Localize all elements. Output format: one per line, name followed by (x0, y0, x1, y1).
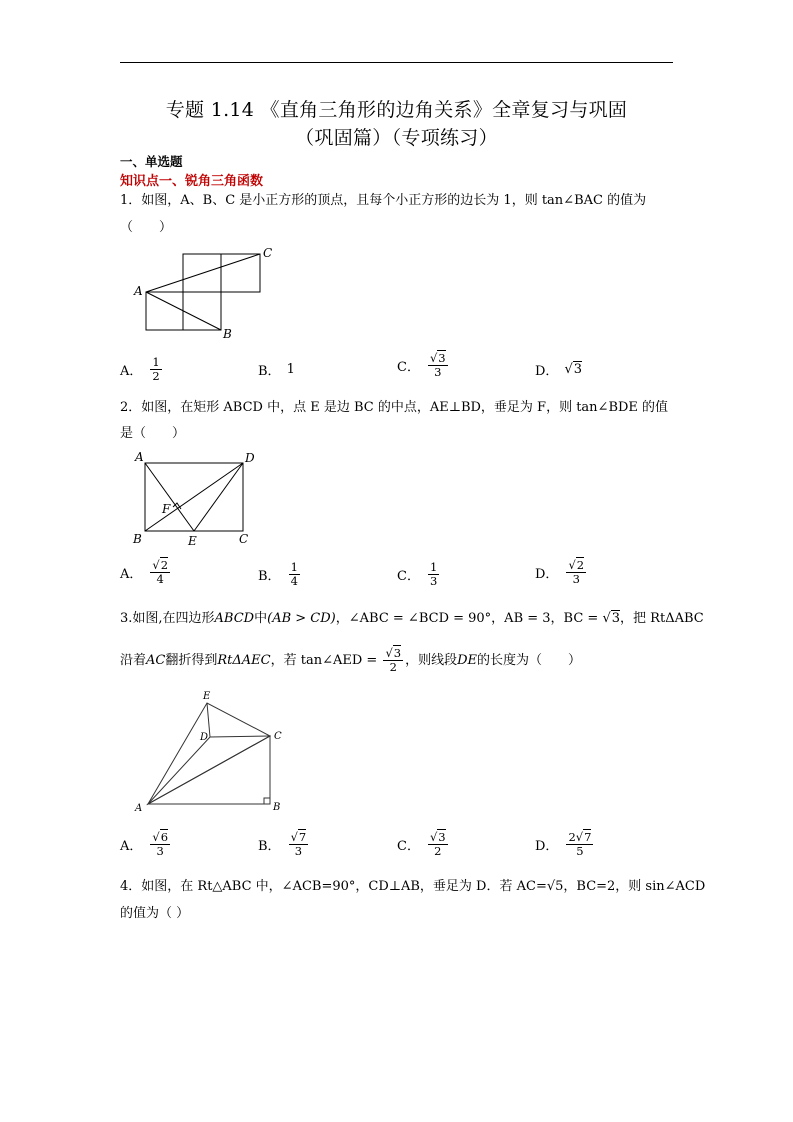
q1-stem-line2: （ ） (120, 220, 173, 235)
q2-label-a: A (135, 450, 144, 464)
q1-grid-square (221, 254, 260, 292)
q2-stem-line2: 是（ ） (120, 426, 186, 441)
q3-label-d: D (200, 732, 209, 743)
q2-label-f: F (162, 502, 171, 516)
q2-segment-bd (145, 463, 243, 531)
q1-option-b[interactable]: B． 1 (258, 362, 295, 379)
q2-label-d: D (245, 451, 255, 465)
knowledge-point-heading: 知识点一、锐角三角函数 (120, 174, 264, 189)
q3-option-c[interactable]: C． $\frac{√3}{2}$ (397, 830, 446, 858)
q2-option-d[interactable]: D． $\frac{√2}{3}$ (535, 558, 585, 586)
header-rule (120, 62, 673, 63)
q4-stem-line1: 4．如图，在 Rt△ABC 中，∠ACB=90°，CD⊥AB，垂足为 D．若 AC=√5，BC=2，则 sin∠ACD (120, 879, 706, 894)
q2-option-c[interactable]: C． $\frac{1}{3}$ (397, 560, 438, 588)
q3-option-d[interactable]: D． $\frac{2√7}{5}$ (535, 830, 592, 858)
q3-option-b[interactable]: B． $\frac{√7}{3}$ (258, 830, 307, 858)
q3-stem-line1: 3.如图,在四边形ABCD中(AB > CD)，∠ABC = ∠BCD = 90°，AB = 3，BC = √3，把 RtΔABC (120, 611, 704, 626)
q3-label-b: B (273, 802, 281, 813)
q2-label-c: C (239, 532, 249, 546)
q2-option-b[interactable]: B． $\frac{1}{4}$ (258, 560, 298, 588)
q3-segment-ac (148, 736, 270, 804)
q2-option-a[interactable]: A． $\frac{√2}{4}$ (120, 558, 169, 586)
q2-label-b: B (133, 532, 142, 546)
q3-label-e: E (203, 691, 211, 702)
q1-stem-line1: 1．如图，A、B、C 是小正方形的顶点，且每个小正方形的边长为 1，则 tan∠BAC 的值为 (120, 193, 647, 208)
q1-label-a: A (134, 284, 143, 298)
section-heading: 一、单选题 (120, 154, 183, 169)
q1-grid-square (183, 292, 221, 330)
q1-grid-square (146, 292, 183, 330)
q2-segment-ae (145, 463, 194, 531)
q1-option-c[interactable]: C． $\frac{√3}{3}$ (397, 351, 446, 379)
q3-right-angle-mark (264, 798, 270, 804)
document-subtitle: （巩固篇）（专项练习） (295, 127, 498, 149)
q1-label-b: B (223, 327, 232, 341)
q1-option-a[interactable]: A． $\frac{1}{2}$ (120, 355, 160, 383)
q3-label-a: A (135, 803, 143, 814)
q1-option-d[interactable]: D． √3 (535, 362, 583, 379)
q3-figure (132, 686, 292, 816)
q3-triangle-aec (148, 703, 270, 804)
q3-option-a[interactable]: A． $\frac{√6}{3}$ (120, 830, 169, 858)
document-title: 专题 1.14 《直角三角形的边角关系》全章复习与巩固 (165, 99, 628, 121)
q1-label-c: C (263, 246, 273, 260)
q1-segment-ac (146, 254, 260, 292)
q1-figure (130, 244, 280, 344)
q2-label-e: E (188, 534, 197, 548)
q2-figure (128, 448, 258, 548)
q3-stem-line2: 沿着AC翻折得到RtΔAEC，若 tan∠AED = $\frac{√3}{2}$ ，则线段DE的长度为（ ） (120, 646, 582, 674)
q2-segment-de (194, 463, 243, 531)
q2-stem-line1: 2．如图，在矩形 ABCD 中，点 E 是边 BC 的中点，AE⊥BD，垂足为 F，则 tan∠BDE 的值 (120, 400, 669, 415)
q3-label-c: C (274, 731, 282, 742)
q4-stem-line2: 的值为（ ） (120, 906, 190, 921)
